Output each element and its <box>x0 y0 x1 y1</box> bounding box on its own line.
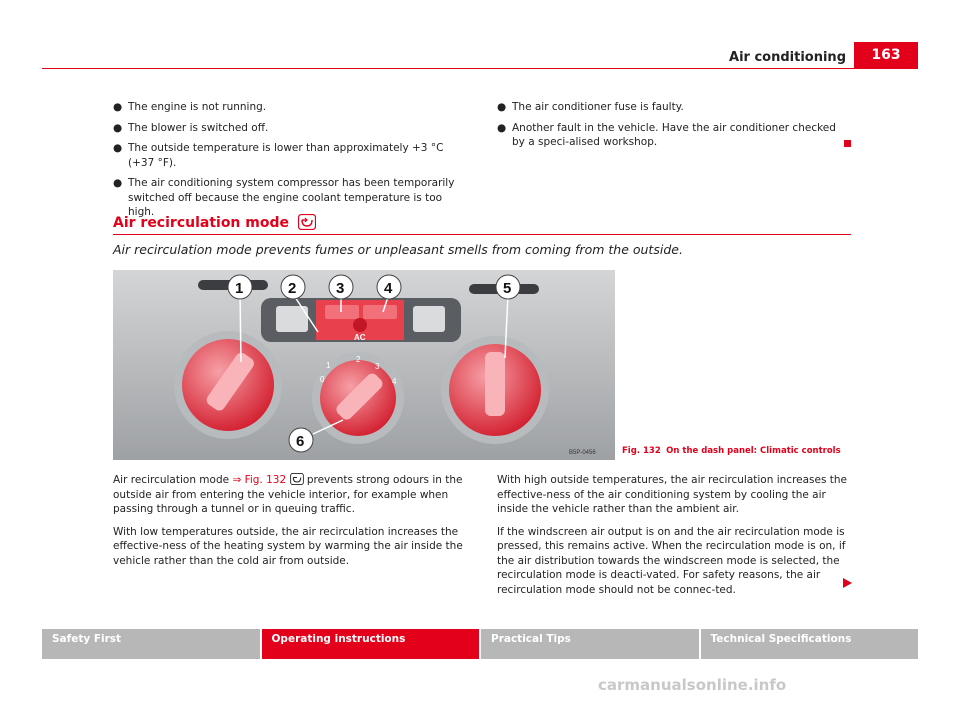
footer-tab-technical-specifications[interactable]: Technical Specifications <box>701 629 919 659</box>
continue-arrow-icon <box>843 578 852 588</box>
top-left-bullet-list <box>113 100 465 226</box>
section-title: Air recirculation mode <box>113 214 316 231</box>
paragraph: If the windscreen air output is on and the air recirculation mode is pressed, this remains active. When the recirculation mode is on, if the air distribution towards the windscreen mode is selected, the recirculation mode is deacti-vated. For safety reasons, the air recirculation mode should not be connec-ted. <box>497 525 846 596</box>
svg-text:3: 3 <box>375 362 380 371</box>
callout-1 <box>228 275 252 299</box>
paragraph: Air recirculation mode ⇒ Fig. 132 prevents strong odours in the outside air from entering the vehicle interior, for example when passing through a tunnel or in queuing traffic. <box>113 474 463 515</box>
paragraph: With low temperatures outside, the air recirculation increases the effective-ness of the heating system by warming the air inside the vehicle rather than the cold air from outside. <box>113 525 463 567</box>
svg-text:6: 6 <box>296 433 305 450</box>
callout-4 <box>377 275 401 299</box>
callout-3 <box>329 275 353 299</box>
page-number: 163 <box>854 42 918 68</box>
callout-2 <box>281 275 305 299</box>
svg-text:4: 4 <box>392 377 397 386</box>
svg-text:2: 2 <box>288 280 297 297</box>
footer-tab-safety-first[interactable]: Safety First <box>42 629 260 659</box>
body-left-column <box>113 473 465 576</box>
paragraph: With high outside temperatures, the air recirculation increases the effective-ness of the air conditioning system by cooling the air inside the vehicle rather than the ambient air. <box>497 474 848 515</box>
svg-text:0: 0 <box>320 375 325 384</box>
callout-5 <box>496 275 520 299</box>
svg-text:4: 4 <box>384 280 393 297</box>
climatic-controls-figure <box>113 270 615 460</box>
climatic-controls-illustration <box>113 270 615 460</box>
svg-text:3: 3 <box>336 280 345 297</box>
list-item: ● The outside temperature is lower than approximately +3 °C (+37 °F). <box>113 142 444 169</box>
svg-text:1: 1 <box>235 280 244 297</box>
list-item: ● Another fault in the vehicle. Have the air conditioner checked by a speci-alised workshop. <box>497 121 851 150</box>
footer-tab-practical-tips[interactable]: Practical Tips <box>481 629 699 659</box>
ac-label: AC <box>354 333 366 342</box>
list-item: ● The engine is not running. <box>113 101 267 113</box>
recirculation-icon <box>298 214 316 230</box>
footer-tab-operating-instructions[interactable]: Operating instructions <box>262 629 480 659</box>
svg-text:2: 2 <box>356 355 361 364</box>
body-right-column <box>497 473 851 605</box>
header-title: Air conditioning <box>729 50 846 65</box>
figure-caption: Fig. 132 On the dash panel: Climatic controls <box>622 446 841 456</box>
section-rule <box>113 234 851 235</box>
svg-text:1: 1 <box>326 361 331 370</box>
page-header <box>42 42 918 69</box>
recirculation-icon <box>290 473 304 485</box>
section-subtitle: Air recirculation mode prevents fumes or unpleasant smells from coming from the outside. <box>113 242 683 257</box>
end-of-section-mark <box>844 140 851 147</box>
footer-nav <box>42 629 918 659</box>
list-item: ● The air conditioner fuse is faulty. <box>497 101 684 113</box>
figure-code: B5P-0456 <box>569 450 596 456</box>
list-item: ● The blower is switched off. <box>113 121 269 134</box>
callout-6 <box>289 428 313 452</box>
figure-reference-link[interactable]: ⇒ Fig. 132 <box>232 474 287 486</box>
top-right-bullet-list <box>497 100 851 156</box>
svg-text:5: 5 <box>503 280 512 297</box>
watermark: carmanualsonline.info <box>598 676 787 694</box>
list-item: ● The air conditioning system compressor has been temporarily switched off because the engine coolant temperature is too high. <box>113 177 455 218</box>
